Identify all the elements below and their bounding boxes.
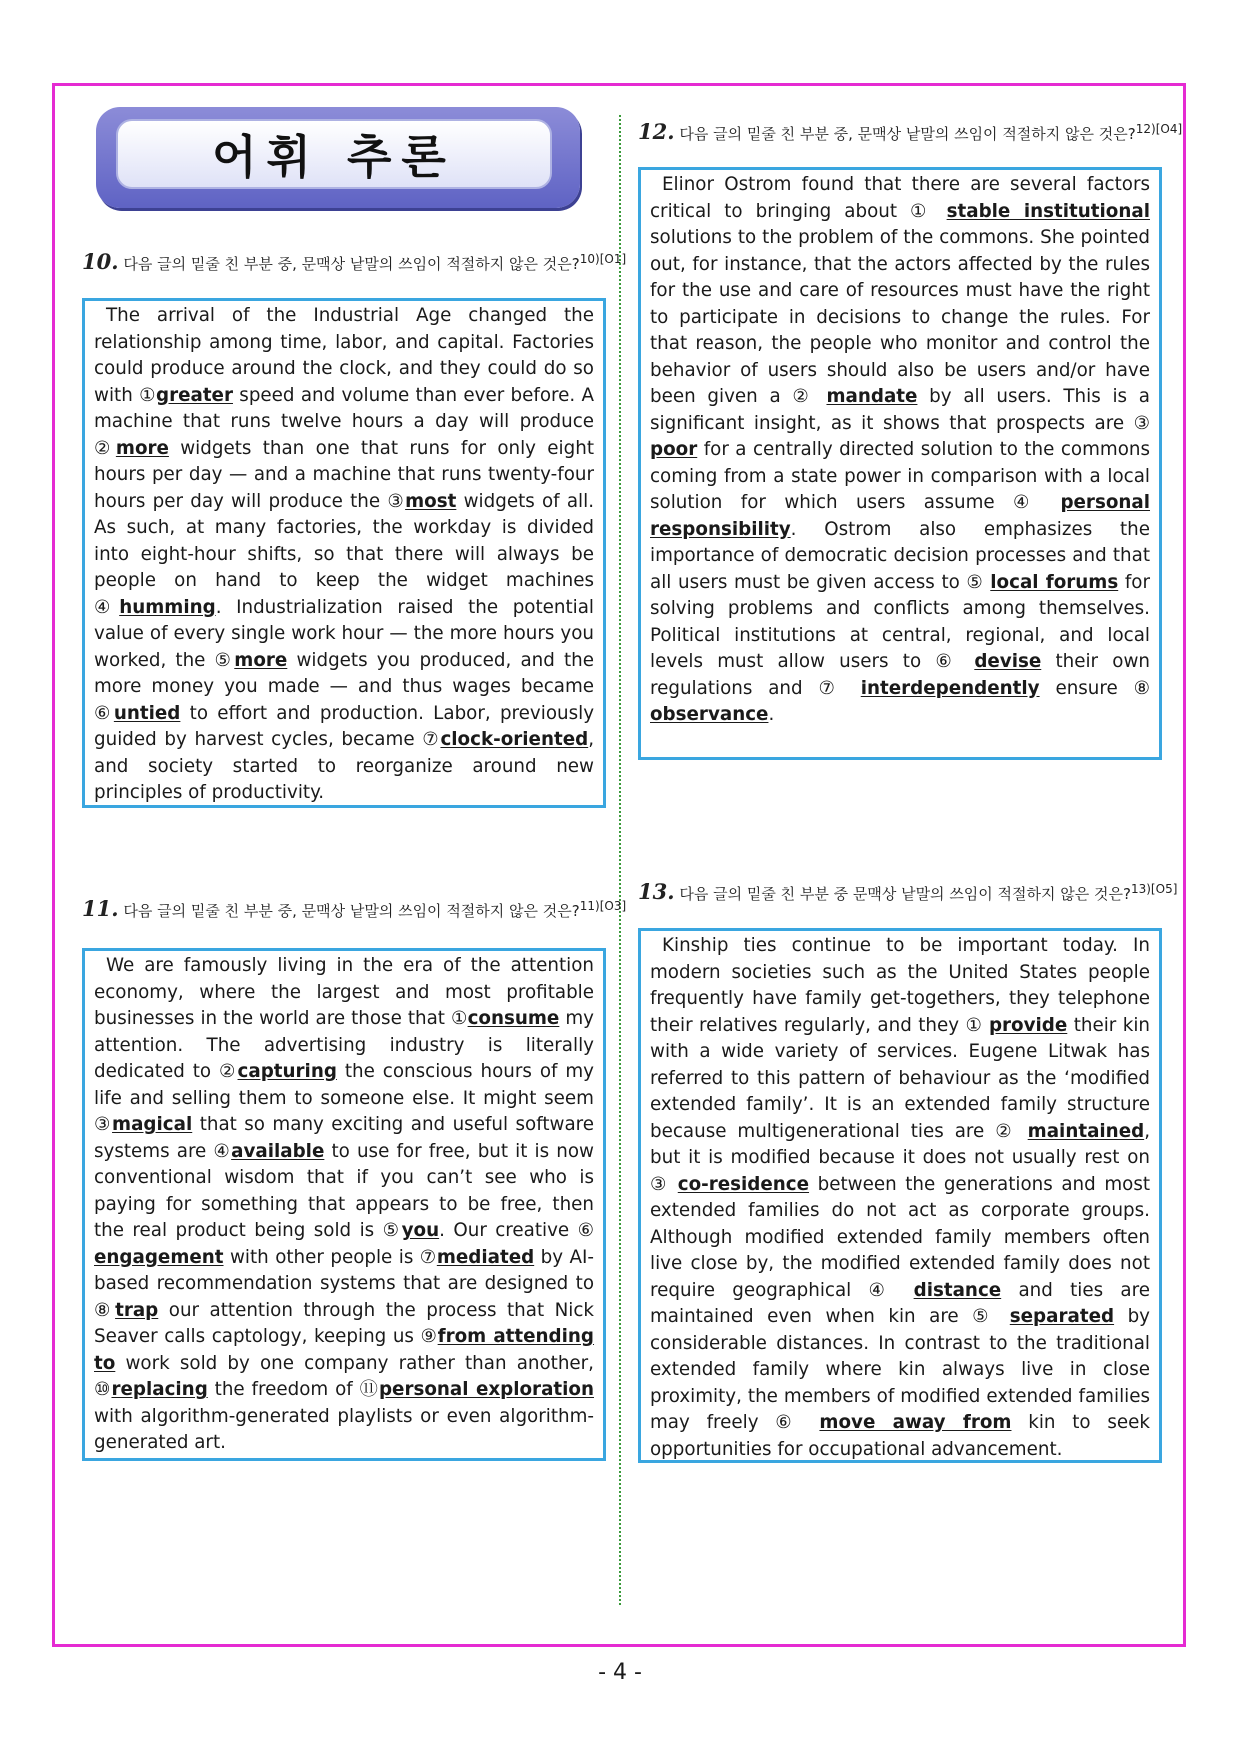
passage-10 xyxy=(82,298,606,808)
underlined-word: more xyxy=(234,649,288,671)
underlined-word: maintained xyxy=(1027,1120,1145,1142)
question-number: 12. xyxy=(638,119,675,144)
underlined-word: personal exploration xyxy=(378,1379,594,1400)
passage-text: by all users. This is a significant insight, as it shows that prospects are ③ xyxy=(650,386,1150,434)
underlined-word: mandate xyxy=(826,386,918,407)
passage-13 xyxy=(638,928,1162,1463)
underlined-word: personal responsibility xyxy=(650,492,1150,540)
passage-text: that so many exciting and useful software systems are ④ xyxy=(94,1114,595,1162)
passage-text: solutions to the problem of the commons. She pointed out, for instance, that the actors affected by the rules for the use and care of resources must have the right to participate in decisions to change the rules. For that reason, the people who monitor and control the behavior of users should also be users and/or have been given a ② xyxy=(650,227,1150,407)
passage-text: , and society started to reorganize around new principles of productivity. xyxy=(94,729,594,803)
passage-text: widgets you produced, and the more money you made — and thus wages became ⑥ xyxy=(94,649,594,724)
column-divider xyxy=(619,115,621,1605)
underlined-word: separated xyxy=(1009,1306,1115,1327)
passage-text: by considerable distances. In contrast to the traditional extended family where kin always live in close proximity, the members of modified extended families may freely ⑥ xyxy=(650,1306,1150,1433)
passage-text: Kinship ties continue to be important today. In modern societies such as the United States people frequently have family get-togethers, they telephone their relatives regularly, and they ① xyxy=(650,935,1150,1036)
underlined-word: engagement xyxy=(94,1246,224,1268)
passage-text: work sold by one company rather than another, ⑩ xyxy=(94,1352,594,1400)
passage-text: for solving problems and conflicts among themselves. Political institutions at central, regional, and local levels must allow users to ⑥ xyxy=(650,571,1150,672)
passage-text: . Industrialization raised the potential value of every single work hour — the more hours you worked, the ⑤ xyxy=(94,596,595,671)
question-11-header xyxy=(82,895,634,922)
passage-text: ensure ⑧ xyxy=(1039,677,1150,699)
underlined-word: devise xyxy=(974,651,1042,672)
underlined-word: poor xyxy=(650,439,698,460)
passage-text: with other people is ⑦ xyxy=(223,1246,437,1268)
underlined-word: more xyxy=(115,437,169,459)
question-number: 11. xyxy=(82,896,119,921)
underlined-word: available xyxy=(231,1140,325,1162)
question-prompt: 다음 글의 밑줄 친 부분 중, 문맥상 낱말의 쓰임이 적절하지 않은 것은? xyxy=(123,902,580,920)
passage-text: . xyxy=(768,704,775,725)
passage-text: and ties are maintained even when kin are ⑤ xyxy=(650,1279,1150,1327)
underlined-word: most xyxy=(405,490,457,512)
passage-text: our attention through the process that Nick Seaver calls captology, keeping us ⑨ xyxy=(94,1299,594,1347)
passage-12 xyxy=(638,167,1162,760)
passage-text: We are famously living in the era of the attention economy, where the largest and most profitable businesses in the world are those that ① xyxy=(94,955,594,1029)
underlined-word: local forums xyxy=(990,571,1119,593)
underlined-word: clock-oriented xyxy=(440,729,589,750)
passage-text: speed and volume than ever before. A machine that runs twelve hours a day will produce ② xyxy=(94,384,594,459)
passage-text: my attention. The advertising industry is literally dedicated to ② xyxy=(94,1008,594,1082)
passage-text: Elinor Ostrom found that there are several factors critical to bringing about ① xyxy=(650,174,1150,222)
question-prompt: 다음 글의 밑줄 친 부분 중, 문맥상 낱말의 쓰임이 적절하지 않은 것은? xyxy=(679,125,1136,143)
question-12-header xyxy=(638,118,1200,145)
passage-text: , but it is modified because it does not usually rest on ③ xyxy=(650,1120,1150,1195)
passage-text: . Ostrom also emphasizes the importance of democratic decision processes and that all users must be given access to ⑤ xyxy=(650,518,1150,593)
underlined-word: distance xyxy=(913,1279,1002,1301)
underlined-word: greater xyxy=(155,384,233,406)
passage-text: kin to seek opportunities for occupational advancement. xyxy=(650,1412,1150,1460)
passage-11 xyxy=(82,948,606,1461)
underlined-word: humming xyxy=(119,596,216,618)
question-source: 10)[O1] xyxy=(579,252,627,266)
passage-text: by AI-based recommendation systems that are designed to ⑧ xyxy=(94,1246,594,1321)
underlined-word: move away from xyxy=(819,1412,1012,1433)
underlined-word: mediated xyxy=(436,1246,535,1268)
underlined-word: trap xyxy=(115,1299,159,1321)
underlined-word: magical xyxy=(112,1114,193,1135)
passage-text: the freedom of ⑪ xyxy=(207,1379,379,1400)
section-title: 어휘 추론 xyxy=(212,130,456,184)
underlined-word: replacing xyxy=(111,1379,208,1400)
underlined-word: interdependently xyxy=(860,677,1040,699)
underlined-word: untied xyxy=(113,702,181,724)
question-13-header xyxy=(638,878,1200,905)
passage-text: the conscious hours of my life and selling them to someone else. It might seem ③ xyxy=(94,1061,594,1135)
page-number: - 4 - xyxy=(598,1660,642,1685)
passage-text: their own regulations and ⑦ xyxy=(650,651,1150,699)
underlined-word: provide xyxy=(988,1014,1068,1036)
question-number: 13. xyxy=(638,879,675,904)
question-prompt: 다음 글의 밑줄 친 부분 중, 문맥상 낱말의 쓰임이 적절하지 않은 것은? xyxy=(123,255,580,273)
passage-text: to use for free, but it is now conventional wisdom that if you can’t see who is paying for something that appears to be free, then the real product being sold is ⑤ xyxy=(94,1140,594,1241)
underlined-word: you xyxy=(401,1220,440,1241)
underlined-word: from attending to xyxy=(94,1326,595,1374)
question-source: 12)[O4] xyxy=(1135,122,1183,136)
question-10-header xyxy=(82,248,634,275)
passage-text: for a centrally directed solution to the commons coming from a state power in comparison with a local solution for which users assume ④ xyxy=(650,439,1150,513)
passage-text: their kin with a wide variety of services. Eugene Litwak has referred to this pattern of behaviour as the ‘modified extended family’. It is an extended family structure because multigenerational ties are ② xyxy=(650,1014,1150,1142)
underlined-word: observance xyxy=(650,704,769,725)
passage-text: widgets of all. As such, at many factories, the workday is divided into eight-hour shifts, so that there will always be people on hand to keep the widget machines ④ xyxy=(94,490,595,618)
question-number: 10. xyxy=(82,249,119,274)
underlined-word: consume xyxy=(467,1008,560,1029)
question-source: 11)[O3] xyxy=(579,899,627,913)
underlined-word: stable institutional xyxy=(946,200,1150,222)
passage-text: widgets than one that runs for only eight hours per day — and a machine that runs twenty-four hours per day will produce the ③ xyxy=(94,437,594,512)
underlined-word: co-residence xyxy=(677,1173,810,1195)
passage-text: to effort and production. Labor, previously guided by harvest cycles, became ⑦ xyxy=(94,702,595,750)
passage-text: . Our creative ⑥ xyxy=(439,1220,594,1241)
passage-text: between the generations and most extended families do not act as corporate groups. Although modified extended family members often live close by, the modified extended family does not require geographical ④ xyxy=(650,1173,1151,1301)
question-source: 13)[O5] xyxy=(1130,882,1178,896)
underlined-word: capturing xyxy=(237,1061,337,1082)
question-prompt: 다음 글의 밑줄 친 부분 중 문맥상 낱말의 쓰임이 적절하지 않은 것은? xyxy=(679,885,1131,903)
passage-text: with algorithm-generated playlists or even algorithm-generated art. xyxy=(94,1405,594,1453)
section-title-banner xyxy=(96,107,580,208)
passage-text: The arrival of the Industrial Age changed the relationship among time, labor, and capital. Factories could produce around the clock, and they could do so with ① xyxy=(94,305,594,406)
